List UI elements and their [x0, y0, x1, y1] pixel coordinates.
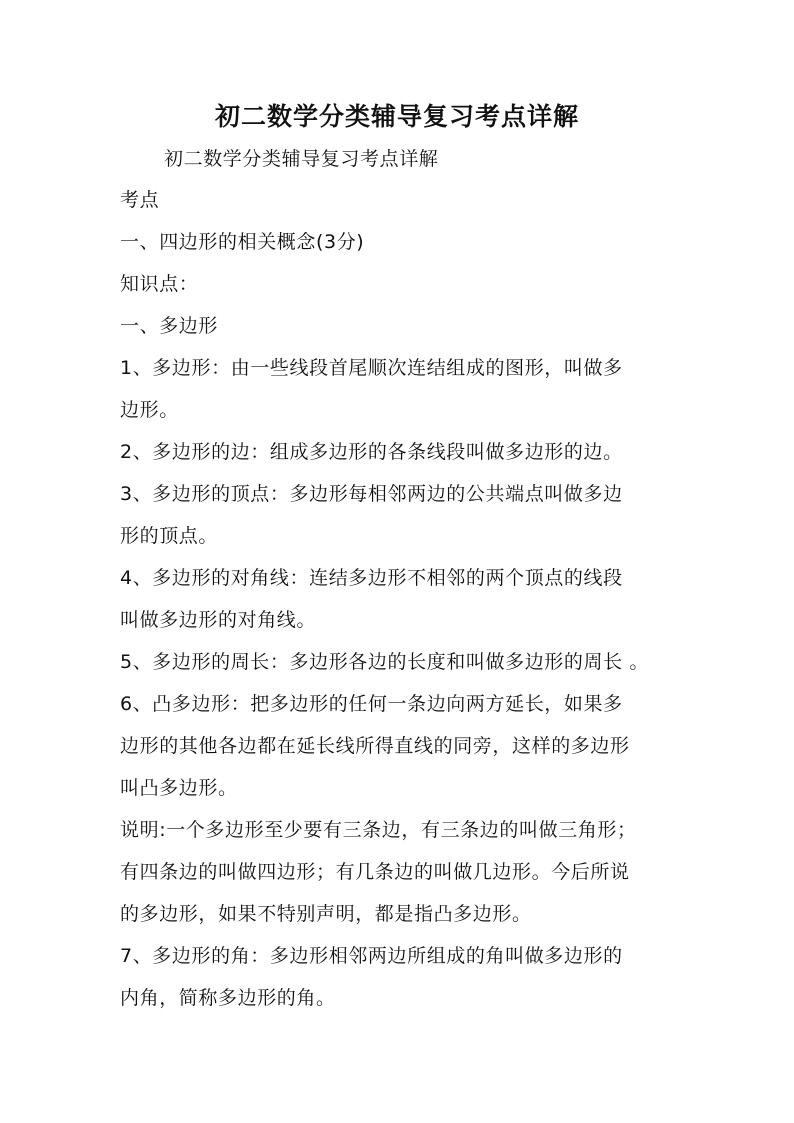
paragraph-line: 内角，简称多边形的角。: [120, 987, 336, 1009]
paragraph-line: 的多边形，如果不特别声明，都是指凸多边形。: [120, 903, 532, 925]
paragraph-line: 2、多边形的边：组成多边形的各条线段叫做多边形的边。: [120, 441, 623, 463]
paragraph-line: 说明:一个多边形至少要有三条边，有三条边的叫做三角形；: [120, 819, 637, 841]
paragraph-line: 形的顶点。: [120, 525, 219, 547]
section-label: 考点: [120, 189, 160, 211]
paragraph-line: 叫做多边形的对角线。: [120, 609, 317, 631]
paragraph-line: 5、多边形的周长：多边形各边的长度和叫做多边形的周长 。: [120, 651, 649, 673]
section-heading: 一、四边形的相关概念(3分): [120, 231, 365, 253]
document-subtitle: 初二数学分类辅导复习考点详解: [164, 148, 439, 170]
paragraph-line: 边形的其他各边都在延长线所得直线的同旁，这样的多边形: [120, 735, 630, 757]
paragraph-line: 4、多边形的对角线：连结多边形不相邻的两个顶点的线段: [120, 567, 623, 589]
document-title: 初二数学分类辅导复习考点详解: [214, 102, 579, 131]
paragraph-line: 有四条边的叫做四边形；有几条边的叫做几边形。今后所说: [120, 861, 630, 883]
paragraph-line: 叫凸多边形。: [120, 777, 238, 799]
subsection-heading: 一、多边形: [120, 315, 219, 337]
paragraph-line: 边形。: [120, 399, 179, 421]
paragraph-line: 1、多边形：由一些线段首尾顺次连结组成的图形，叫做多: [120, 357, 623, 379]
paragraph-line: 3、多边形的顶点：多边形每相邻两边的公共端点叫做多边: [120, 483, 623, 505]
knowledge-label: 知识点：: [120, 273, 199, 295]
paragraph-line: 6、凸多边形：把多边形的任何一条边向两方延长，如果多: [120, 693, 623, 715]
paragraph-line: 7、多边形的角：多边形相邻两边所组成的角叫做多边形的: [120, 945, 623, 967]
